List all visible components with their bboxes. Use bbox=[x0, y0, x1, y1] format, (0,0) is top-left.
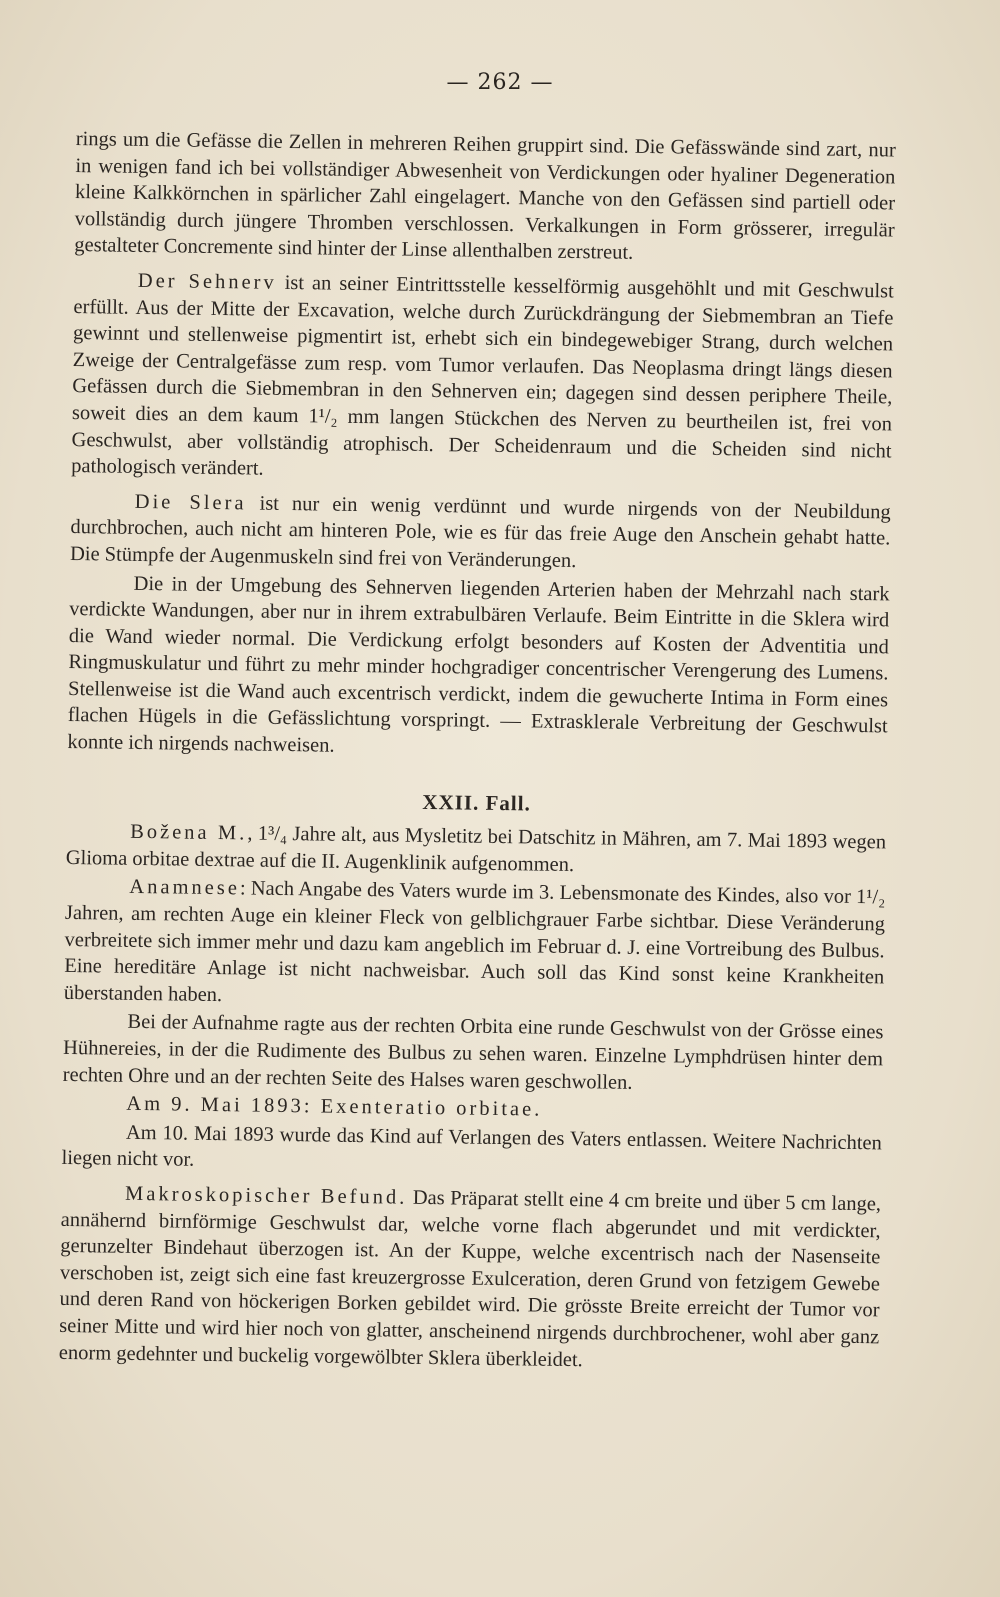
paragraph-discharge bbox=[61, 1119, 882, 1184]
case-heading: XXII. Fall. bbox=[422, 789, 531, 816]
paragraph-text: ist an seiner Eintrittsstelle kesselförmig ausgehöhlt und mit Geschwulst erfüllt. Aus der Mitte der Excavation, welche durch Zurückdrängung der Siebmembran an Tiefe gewinnt und stellenweise pigmentirt ist, erhebt sich ein bindegewebiger Strang, durch welchen Zweige der Centralgefässe zum resp. vom Tumor verlaufen. Das Neoplasma dringt längs diesen Gefässen durch die Siebmembran in den Sehnerven ein; dagegen sind dessen periphere Theile, soweit dies an dem kaum 1¹/₂ mm langen Stückchen des Nerven zu beurtheilen ist, frei von Geschwulst, aber vollständig atrophisch. Der Scheidenraum und die Scheiden sind nicht pathologisch verändert. bbox=[71, 271, 894, 480]
paragraph-lead: Die Slera bbox=[134, 490, 247, 515]
paragraph-patient bbox=[66, 818, 887, 883]
paragraph-text: , 1³/₄ Jahre alt, aus Mysletitz bei Datschitz in Mähren, am 7. Mai 1893 wegen Glioma orbitae dextrae auf die II. Augenklinik aufgenommen. bbox=[65, 822, 887, 876]
paragraph-lead: Božena M. bbox=[129, 821, 248, 845]
paragraph-text: Die in der Umgebung des Sehnerven liegenden Arterien haben der Mehrzahl nach stark verdickte Wandungen, aber nur in ihrem extrabulbären Verlaufe. Beim Eintritte in die Sklera wird die Wand wieder normal. Die Verdickung erfolgt besonders auf Kosten der Adventitia und Ringmuskulatur und führt zu mehr minder hochgradiger concentrischer Verengerung des Lumens. Stellenweise ist die Wand auch excentrisch verdickt, indem die gewucherte Intima in Form eines flachen Hügels in die Gefässlichtung vorspringt. — Extrasklerale Verbreitung der Geschwulst konnte ich nirgends nachweisen. bbox=[67, 572, 890, 757]
paragraph-lead: Makroskopischer Befund. bbox=[124, 1182, 408, 1209]
paragraph-lead: Der Sehnerv bbox=[137, 269, 277, 294]
paragraph-anamnesis bbox=[64, 873, 886, 1017]
paragraph-arteries bbox=[67, 569, 890, 767]
paragraph-text: : Nach Angabe des Vaters wurde im 3. Lebensmonate des Kindes, also vor 1¹/₂ Jahren, am rechten Auge ein kleiner Fleck von gelblichgrauer Farbe sichtbar. Diese Veränderung verbreitete sich immer mehr und dazu kam angeblich im Februar d. J. eine Vortreibung des Bulbus. Eine hereditäre Anlage ist nicht nachweisbar. Auch soll das Kind sonst keine Krankheiten überstanden haben. bbox=[63, 877, 886, 1006]
paragraph-lead: Anamnese bbox=[129, 876, 241, 900]
paragraph-text: Bei der Aufnahme ragte aus der rechten Orbita eine runde Geschwulst von der Grösse eines Hühnereies, in der die Rudimente des Bulbus zu sehen waren. Einzelne Lymphdrüsen hinter dem rechten Ohre und an der rechten Seite des Halses waren geschwollen. bbox=[62, 1011, 884, 1094]
paragraph-sclera bbox=[70, 488, 891, 579]
paragraph-text: Am 10. Mai 1893 wurde das Kind auf Verlangen des Vaters entlassen. Weitere Nachrichten liegen nicht vor. bbox=[61, 1121, 883, 1172]
paragraph-text: ist nur ein wenig verdünnt und wurde nirgends von der Neubildung durchbrochen, auch nicht am hinteren Pole, wie es für das freie Auge den Anschein gehabt hatte. Die Stümpfe der Augenmuskeln sind frei von Veränderungen. bbox=[69, 492, 891, 572]
paragraph-text: Das Präparat stellt eine 4 cm breite und über 5 cm lange, annähernd birnförmige Geschwulst dar, welche vorne flach abgerundet und mit verdickter, gerunzelter Bindehaut überzogen ist. An der Kuppe, welche excentrisch nach der Nasenseite verschoben ist, zeigt sich eine fast kreuzergrosse Exulceration, deren Grund von fetzigem Gewebe und deren Rand von höckerigen Borken gebildet wird. Die grösste Breite erreicht der Tumor vor seiner Mitte und wird hier noch von glatter, anscheinend nirgends durchbrochener, wohl aber ganz enorm gedehnter und buckelig vorgewölbter Sklera überkleidet. bbox=[58, 1186, 882, 1371]
paragraph-text: rings um die Gefässe die Zellen in mehreren Reihen gruppirt sind. Die Gefässwände sind zart, nur in wenigen fand ich bei vollständiger Abwesenheit von Verdickungen oder hyaliner Degeneration kleine Kalkkörnchen in spärlicher Zahl eingelagert. Manche von den Gefässen sind partiell oder vollständig durch jüngere Thromben verschlossen. Verkalkungen in Form grösserer, irregulär gestalteter Concremente sind hinter der Linse allenthalben zerstreut. bbox=[74, 127, 896, 265]
paragraph-optic-nerve bbox=[71, 267, 894, 491]
page-number: — 262 — bbox=[446, 70, 554, 95]
paragraph-lead: Am 9. Mai 1893: Exenteratio orbitae. bbox=[126, 1092, 543, 1121]
paragraph-admission bbox=[63, 1008, 884, 1099]
paragraph-macroscopic bbox=[59, 1180, 882, 1378]
body-text bbox=[59, 126, 896, 1385]
paragraph-vessels bbox=[74, 126, 896, 270]
